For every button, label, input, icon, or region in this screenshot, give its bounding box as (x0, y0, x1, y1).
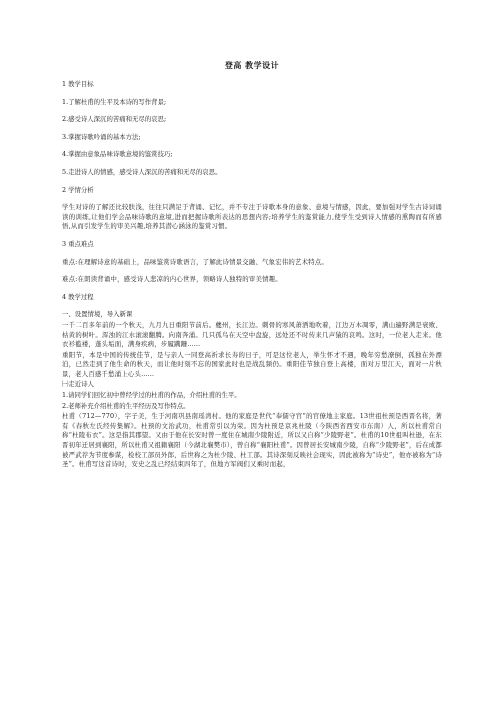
step1-heading: 一、设置情境，导入新课 (62, 310, 133, 319)
poet-item-1: 1.请同学们回忆初中曾经学过的杜甫的作品，介绍杜甫的生平。 (62, 391, 241, 400)
step1-paragraph-1: 一千二百多年前的一个秋天，九月九日重阳节前后。夔州，长江边。刺骨的寒风萧洒地吹着，江边万木凋零，满山遍野满是衰败、枯黄的树叶。浑浊的江水滚滚翻腾。向南奔涌。几只孤鸟在天空中盘旋，远处还不时传来几声猿的哀鸣。这时，一位老人走来。他衣衫褴褛，蓬头垢面，满身疾病，步履蹒跚…… (62, 320, 442, 349)
step1-paragraph-2: 重阳节，本是中国的传统佳节，是与亲人一同登高祈求长寿的日子，可是这位老人，举生怀才不遇，晚年穷愁潦倒，孤独在外漂泊，已然走到了他生命的秋天，而让他时刻不忘的国家此时也是战乱频仍。重阳佳节独自登上高楼，面对万里江天，面对一片秋景，老人百感千愁涌上心头…… (62, 350, 442, 378)
key-point-text: 重点:在理解诗意的基础上，品味鉴赏诗歌语言，了解此诗情景交融、气象宏伟的艺术特点。 (62, 257, 328, 266)
biography-paragraph: 杜甫（712—770），字子美，生于河南巩县南瑶湾村。他的家庭是世代“奉儒守官”的官僚地主家庭。13世祖杜预是西晋名将，著有《春秋左氏经传集解》。杜预的文治武功，杜甫常引以为荣。因为杜预是京兆杜陵（今陕西省西安市东南）人，所以杜甫常自称“杜陵布衣”。这是指其郡望。又由于他在长安时曾一度住在城南少陵附近，所以又自称“少陵野老”。杜甫的10世祖叫杜逊，在东晋初年迁居到襄阳，所以杜甫又祖籍襄阳（今湖北襄樊市），曾自称“襄阳杜甫”。因曾居长安城南少陵，自称“少陵野老”，后在成都被严武荐为节度参谋，检校工部员外郎，后世称之为杜少陵、杜工部。其诗深刻反映社会现实，因此被称为“诗史”，他亦被称为“诗圣”。杜甫写这首诗时，安史之乱已经结束四年了，但地方军阀们又乘时而起， (62, 412, 442, 469)
goal-item-3: 3.掌握诗歌吟诵的基本方法; (62, 132, 141, 141)
goal-item-5: 5.走进诗人的情感，感受诗人深沉的苦痛和无尽的哀思。 (62, 167, 222, 176)
poet-item-2: 2.老师补充介绍杜甫的生平经历及写作特点。 (62, 401, 190, 410)
goal-item-2: 2.感受诗人深沉的苦痛和无尽的哀思; (62, 115, 167, 124)
document-title: 登高 教学设计 (224, 60, 280, 70)
goal-item-4: 4.掌握由意象品味诗歌意境的鉴赏技巧; (62, 150, 173, 159)
section-heading-analysis: 2 学情分析 (62, 185, 94, 194)
section-heading-goals: 1 教学目标 (62, 80, 94, 88)
goal-item-1: 1.了解杜甫的生平及本诗的写作背景; (62, 97, 167, 106)
difficult-point-text: 难点:在朗读背诵中，感受诗人悲凉的内心世界，领略诗人独特的审美情趣。 (62, 275, 282, 284)
analysis-paragraph: 学生对诗的了解还比较肤浅，往往只满足于背诵、记忆，并不专注于诗歌本身的意象、意境与情感，因此，要加强对学生古诗词诵读的训练,让他们学会品味诗歌的意境,进而把握诗歌所表达的思想内容;培养学生的鉴赏能力,使学生受到诗人情感的熏陶而有所感悟,从而引发学生的审美兴趣,培养其潜心涵泳的鉴赏习惯。 (62, 203, 442, 231)
sub-heading-poet: ㈠走近诗人 (62, 380, 94, 389)
section-heading-key-points: 3 重点难点 (62, 239, 94, 248)
section-heading-process: 4 教学过程 (62, 292, 94, 301)
